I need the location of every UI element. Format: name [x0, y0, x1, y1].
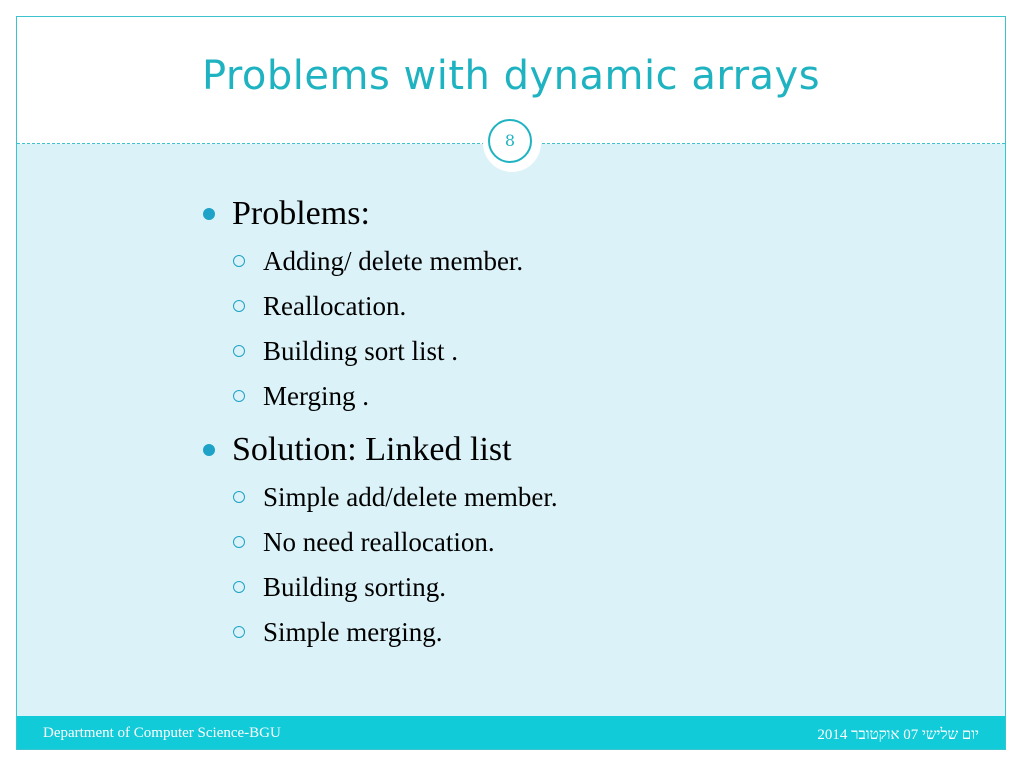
sub-bullet-item	[231, 610, 901, 655]
hollow-bullet-icon	[233, 255, 245, 267]
hollow-bullet-icon	[233, 626, 245, 638]
sub-bullet-text: Merging .	[263, 381, 369, 411]
sub-bullet-text: Simple add/delete member.	[263, 482, 558, 512]
sub-bullet-item	[231, 329, 901, 374]
footer-date: יום שלישי 07 אוקטובר 2014	[817, 727, 979, 743]
sub-bullet-item	[231, 565, 901, 610]
sub-bullet-item	[231, 475, 901, 520]
bullet-heading-solution	[201, 425, 901, 475]
bullet-heading-text: Problems:	[232, 195, 370, 232]
bullet-heading-text: Solution: Linked list	[232, 431, 512, 468]
slide-title: Problems with dynamic arrays	[201, 53, 821, 99]
slide-number: 8	[488, 119, 532, 163]
sub-bullet-item	[231, 239, 901, 284]
sub-bullet-text: Building sort list .	[263, 336, 459, 366]
hollow-bullet-icon	[233, 390, 245, 402]
sub-bullet-text: No need reallocation.	[263, 527, 495, 557]
bullet-list	[201, 189, 901, 655]
filled-bullet-icon	[203, 208, 215, 220]
sub-bullet-text: Reallocation.	[263, 291, 407, 321]
hollow-bullet-icon	[233, 300, 245, 312]
footer-department: Department of Computer Science-BGU	[43, 725, 281, 741]
filled-bullet-icon	[203, 444, 215, 456]
sub-bullet-text: Adding/ delete member.	[263, 246, 524, 276]
sub-bullet-item	[231, 520, 901, 565]
hollow-bullet-icon	[233, 581, 245, 593]
hollow-bullet-icon	[233, 345, 245, 357]
sub-bullet-item	[231, 374, 901, 419]
sub-bullet-text: Simple merging.	[263, 617, 443, 647]
hollow-bullet-icon	[233, 491, 245, 503]
slide-number-badge	[483, 114, 541, 172]
bullet-heading-problems	[201, 189, 901, 239]
sub-bullet-item	[231, 284, 901, 329]
slide-footer	[17, 716, 1005, 749]
hollow-bullet-icon	[233, 536, 245, 548]
sub-bullet-text: Building sorting.	[263, 572, 447, 602]
slide	[16, 16, 1006, 750]
